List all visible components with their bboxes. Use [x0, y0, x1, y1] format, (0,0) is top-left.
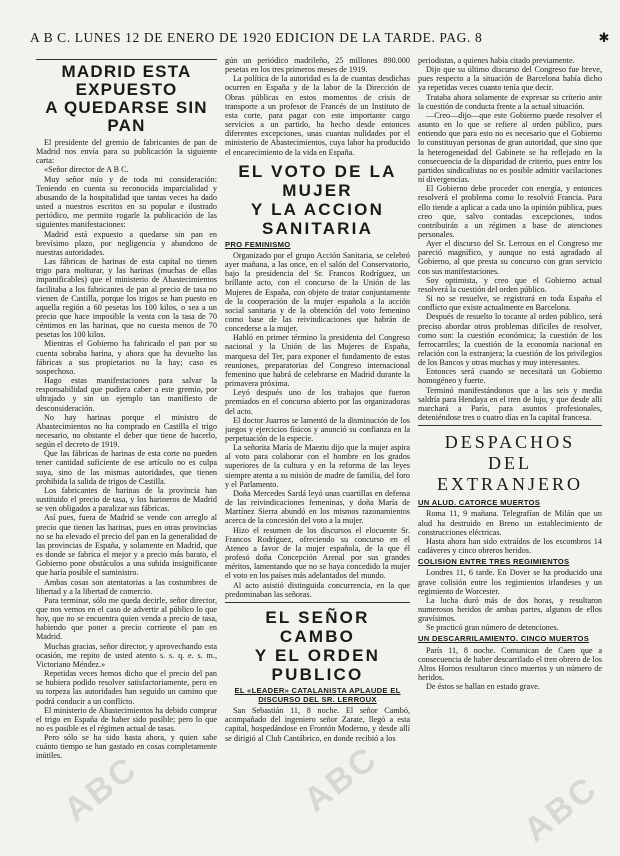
- column-2: [225, 56, 410, 846]
- star-icon: ✱: [598, 30, 610, 45]
- paragraph: La señorita María de Maeztu dijo que la mujer aspira al voto para colaborar con el hombre en los grados superiores de la cultura y en la reforma de las leyes siempre atenta a su misión de madre de familia, del foro y el Parlamento.: [225, 443, 410, 489]
- paragraph: Habló en primer término la presidenta del Congreso nacional y la Unión de las Mujeres de España, marquesa del Ter, para exponer el fundamento de estas reuniones, preparatorias del Congreso internacional femenino que habrá de celebrarse en Madrid durante la primavera próxima.: [225, 333, 410, 389]
- column-3: [418, 56, 602, 846]
- headline-voto-mujer: [225, 162, 410, 238]
- paragraph: Muchas gracias, señor director, y aprovechando esta ocasión, me repito de usted atento s. s. q. e. s. m., Victoriano Méndez.»: [36, 641, 217, 669]
- paragraph: Hizo el resumen de los discursos el elocuente Sr. Francos Rodríguez, ofreciendo su concurso en el Ateneo a favor de la mujer española, de la que él profesó doña Concepción Arenal por sus grandes méritos, lamentando que no se haya concedido la mujer el voto en los países más adelantados del mundo.: [225, 525, 410, 581]
- paragraph: —Creo—dijo—que este Gobierno puede resolver el asunto en lo que se refiere al orden público, pues entiendo que para esto no es necesario que el Gobierno lo constituyan personas de gran autoridad, que sino que la heterogeneidad del Gabinete se ha reflejado en la consecuencia de la disparidad de criterio, pues entre los partidos sindicalistas no es posible admitir vacilaciones ni divergencias.: [418, 110, 602, 185]
- paragraph: «Señor director de A B C.: [44, 165, 129, 175]
- headline-line: EXPUESTO: [75, 80, 178, 99]
- headline-line: DESPACHOS: [444, 432, 576, 453]
- divider: [418, 425, 602, 426]
- paragraph: Dijo que su último discurso del Congreso fue breve, pues respecto a la situación de Barcelona había dicho ya repetidas veces cuanto tenía que decir.: [418, 65, 602, 93]
- paragraph: Así pues, fuera de Madrid se vende con arreglo al precio que tienen las harinas, pues en otras provincias no se ha elevado el precio del pan en la generalidad de las provincias de España, y solamente en Madrid, que es donde se fabrica el mejor y a precio más barato, el Gobierno pone obstáculos a una subida insignificante que haría posible el suministro.: [36, 513, 217, 578]
- paragraph: Hasta ahora han sido extraídos de los escombros 14 cadáveres y cinco obreros heridos.: [418, 536, 602, 556]
- paragraph: Londres 11, 6 tarde. En Dover se ha producido una grave colisión entre los regimientos irlandeses y un regimiento de Worcester.: [418, 568, 602, 596]
- paragraph: Entonces será cuando se necesitará un Gobierno homogéneo y fuerte.: [418, 367, 602, 386]
- paragraph: periodistas, a quienes había citado previamente.: [418, 56, 575, 65]
- headline-madrid: [36, 63, 217, 135]
- paragraph: Ambas cosas son atentatorias a las costumbres de libertad y a la libertad de comercio.: [36, 577, 217, 596]
- paragraph: La política de la autoridad es la de cuantas desdichas ocurren en España y de la labor de la Dirección de Obras públicas en estos momentos de crisis de transporte a un profesor de Francés de un Instituto de esta corte, para pagar con este importante cargo servicios a un partido, ha hecho desde entonces diferentes excepciones, unas cuantas nulidades por el ministerio de Abastecimientos, cuya labor ha producido el encarecimiento de la vida en España.: [225, 74, 410, 157]
- masthead: [30, 30, 610, 48]
- headline-line: DEL EXTRANJERO: [437, 453, 583, 495]
- paragraph: Doña Mercedes Sardá leyó unas cuartillas en defensa de las reivindicaciones femeninas, y doña María de Martínez Sierra abundó en los mismos razonamientos acerca de la concesión del voto a la mujer.: [225, 488, 410, 526]
- subheading-descarrilamiento: UN DESCARRILAMIENTO. CINCO MUERTOS: [418, 634, 590, 644]
- paragraph: Leyó después uno de los trabajos que fueron premiados en el concurso abierto por las organizadoras del acto.: [225, 388, 410, 416]
- article-body: [36, 138, 217, 761]
- paragraph: Trataba ahora solamente de expresar su criterio ante la cuestión de conducta frente a la actual situación.: [418, 92, 602, 111]
- watermark: ABC: [516, 768, 606, 850]
- paragraph: Después de resuelto lo tocante al orden público, será preciso abordar otros problemas difíciles de resolver, como son: la cuestión económica; la cuestión de los ferrocarriles; la cuestión de la economía nacional en relación con la extranjera; la cuestión de los privilegios de los Bancos y otras muchas y muy interesantes.: [418, 312, 602, 368]
- subheading-leader: EL «LEADER» CATALANISTA APLAUDE EL DISCURSO DEL SR. LERROUX: [234, 685, 401, 704]
- paragraph: El Gobierno debe proceder con energía, y entonces resolverá el problema como lo resolvió Francia. Para ello tiende a aplicar a cada uno la opinión pública, pues creo que, salvo contadas excepciones, todos contribuirán a un régimen a base de atenciones personales.: [418, 184, 602, 239]
- paragraph: París 11, 8 noche. Comunican de Caen que a consecuencia de haber descarrilado el tren obrero de los Altos Hornos resultaron cinco muertos y un número de heridos.: [418, 645, 602, 683]
- paragraph: Muy señor mío y de toda mi consideración: Teniendo en cuenta su reconocida imparcialidad y abusando de la hospitalidad que tantas veces ha dado usted a nuestros escritos en su popular e ilustrado periódico, me permito rogarle la publicación de las siguientes manifestaciones:: [36, 174, 217, 230]
- paragraph: Al acto asistió distinguida concurrencia, en la que predominaban las señoras.: [225, 580, 410, 599]
- paragraph: Hago estas manifestaciones para salvar la responsabilidad que pudiera caber a este gremio, por ultrajado y sin un ejemplo tan manifiesto de desconsideración.: [36, 376, 217, 413]
- headline-despachos: [418, 432, 602, 495]
- paragraph: No hay harinas porque el ministro de Abastecimientos no ha comprado en Castilla el trigo necesario, no obstante el deber que tiene de hacerlo, según el decreto de 1919.: [36, 412, 217, 450]
- paragraph: La lucha duró más de dos horas, y resultaron numerosos heridos de ambas partes, algunos de ellos gravísimos.: [418, 595, 602, 624]
- headline-line: Y EL ORDEN PUBLICO: [254, 645, 381, 684]
- paragraph: Roma 11, 9 mañana. Telegrafían de Milán que un alud ha destruido en Breno un establecimiento de construcciones eléctricas.: [418, 509, 602, 537]
- headline-line: Y LA ACCION: [250, 199, 385, 219]
- paragraph: Para terminar, sólo me queda decirle, señor director, que nos vemos en el caso de advertir al público lo que hoy, que no se encuentra quien venda a precio de tasa, habiendo que poner a precio corriente el pan en Madrid.: [36, 595, 217, 642]
- paragraph: Se practicó gran número de detenciones.: [426, 623, 559, 633]
- divider: [225, 602, 410, 603]
- paragraph: Pero sólo se ha sido hasta ahora, y quien sabe cuánto tiempo se han gastado en cosas completamente inútiles.: [36, 733, 217, 761]
- paragraph: Si no se resuelve, se registrará en toda España el conflicto que existe actualmente en Barcelona.: [418, 294, 602, 313]
- watermark: ABC: [56, 748, 146, 830]
- paragraph: Terminó manifestándonos que a las seis y media saldría para Hendaya en el tren de lujo, y que desde allí marchará a París, para asuntos profesionales, deteniéndose tres o cuatro días en la capital francesa.: [418, 385, 602, 423]
- headline-line: EL VOTO DE LA MUJER: [238, 161, 397, 200]
- paragraph: Soy optimista, y creo que el Gobierno actual resolverá la cuestión del orden público.: [418, 275, 602, 294]
- paragraph: El ministerio de Abastecimientos ha debido comprar el trigo en España de haber sido posible; pero lo que no es posible es el régimen actual de tasas.: [36, 705, 217, 733]
- paragraph: Que las fábricas de harinas de esta corte no pueden tener cantidad suficiente de ese artículo no es culpa suya, sino de las mismas autoridades, que tienen prohibida la salida de trigos de Castilla.: [36, 449, 217, 486]
- subheading-pro-feminismo: PRO FEMINISMO: [225, 239, 291, 249]
- paragraph: San Sebastián 11, 8 noche. El señor Cambó, acompañado del ingeniero señor Zarate, llegó a esta capital, hospedándose en Frontón Moderno, y desde allí se dirigió al Club Cantábrico, en donde recibió a los: [225, 706, 410, 743]
- masthead-line: A B C. LUNES 12 DE ENERO DE 1920 EDICION DE LA TARDE. PAG. 8: [30, 30, 483, 45]
- divider: [36, 59, 217, 60]
- paragraph: Las fábricas de harinas de esta capital no tienen trigo para molturar, y las harinas (muchas de ellas impanificables) que el ministerio de Abastecimientos facilitaba a los fabricantes de pan al precio de tasa no vienen de Castilla, porque los trigos se han puesto en aquella región a 60 pesetas los 100 kilos, o sea a un precio que hace imposible la venta con la tasa de 70 céntimos en las harinas, que no cuesta menos de 70 pesetas los 100 kilos.: [36, 257, 217, 340]
- paragraph: Repetidas veces hemos dicho que el precio del pan se hubiera podido resolver satisfactoriamente, pero en su torpeza las autoridades han seguido un camino que podrá conducir a un conflicto.: [36, 669, 217, 706]
- subheading-alud: UN ALUD. CATORCE MUERTOS: [418, 498, 541, 508]
- column-1: [36, 56, 217, 846]
- headline-line: MADRID ESTA: [61, 62, 192, 81]
- paragraph: Los fabricantes de harinas de la provincia han sustituido el precio de tasa, y los harineros de Madrid se ven obligados a paralizar sus fábricas.: [36, 485, 217, 514]
- headline-line: EL SEÑOR CAMBO: [265, 607, 370, 646]
- paragraph: El doctor Juarros se lamentó de la disminución de los juegos y ejercicios físicos y anunció su confianza en la perpetuación de la especie.: [225, 415, 410, 443]
- paragraph: Organizado por el grupo Acción Sanitaria, se celebró ayer mañana, a las once, en el salón del Conservatorio, bajo la presidencia del Sr. Francos Rodríguez, un brillante acto, con el concurso de la Unión de las Mujeres de España, con objeto de tratar conjuntamente de la cooperación de la mujer española a la acción social sanitaria y de la obtención del voto femenino como base de las reivindicaciones que habrán de concederse a la mujer.: [225, 250, 410, 334]
- paragraph: De éstos se hallan en estado grave.: [426, 682, 540, 692]
- watermark: ABC: [296, 738, 386, 820]
- paragraph: Madrid está expuesto a quedarse sin pan en brevísimo plazo, por negligencia y abandono de nuestras autoridades.: [36, 229, 217, 257]
- paragraph: Ayer el discurso del Sr. Lerroux en el Congreso me pareció magnífico, y aunque no está agradado al Gobierno, al que presta su concurso con gran servicio con sus manifestaciones.: [418, 239, 602, 276]
- headline-line: SANITARIA: [261, 218, 374, 238]
- paragraph: gún un periódico madrileño, 25 millones 890.000 pesetas en los tres primeros meses de 1919.: [225, 56, 410, 75]
- headline-cambo: [225, 608, 410, 684]
- paragraph: Mientras el Gobierno ha fabricado el pan por su cuenta sobraba harina, y ahora que ha devuelto las fábricas a sus propietarios no la hay; caso es sospechoso.: [36, 339, 217, 376]
- headline-line: A QUEDARSE SIN PAN: [45, 98, 208, 135]
- paragraph: El presidente del gremio de fabricantes de pan de Madrid nos envía para su publicación la siguiente carta:: [36, 138, 217, 166]
- subheading-colision: COLISION ENTRE TRES REGIMIENTOS: [418, 557, 570, 567]
